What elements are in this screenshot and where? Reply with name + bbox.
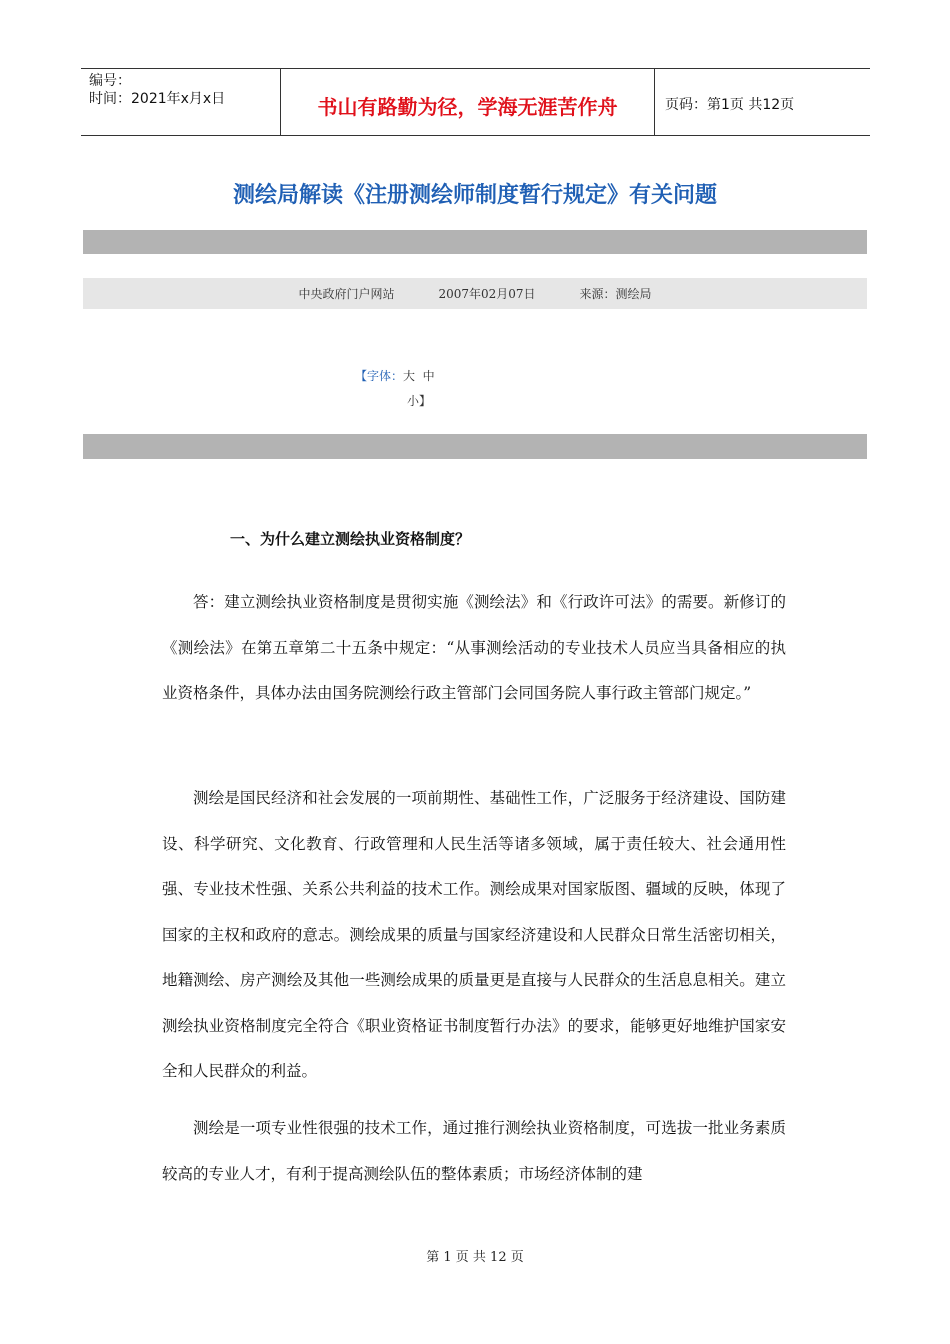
time-label: 时间：2021年x月x日 <box>89 91 226 107</box>
font-size-label: 【字体： <box>355 369 404 383</box>
document-header <box>81 68 870 136</box>
page-number-label: 页码：第1页 共12页 <box>665 97 795 113</box>
number-label: 编号： <box>89 73 131 89</box>
font-large-link[interactable]: 大 <box>403 369 416 383</box>
header-info-cell <box>81 69 281 135</box>
font-size-selector <box>355 364 435 414</box>
article-title: 测绘局解读《注册测绘师制度暂行规定》有关问题 <box>232 183 717 208</box>
section-heading: 一、为什么建立测绘执业资格制度？ <box>230 530 471 548</box>
page-footer: 第 1 页 共 12 页 <box>426 1250 524 1265</box>
divider-bar <box>83 434 867 459</box>
article-origin: 来源：测绘局 <box>579 287 652 301</box>
paragraph: 答：建立测绘执业资格制度是贯彻实施《测绘法》和《行政许可法》的需要。新修订的《测绘法》在第五章第二十五条中规定：“从事测绘活动的专业技术人员应当具备相应的执业资格条件，具体办法由国务院测绘行政主管部门会同国务院人事行政主管部门规定。” <box>162 593 786 702</box>
font-small-link[interactable]: 小】 <box>407 394 432 408</box>
font-medium-link[interactable]: 中 <box>422 369 435 383</box>
motto: 书山有路勤为径，学海无涯苦作舟 <box>281 69 655 135</box>
paragraph: 测绘是一项专业性很强的技术工作，通过推行测绘执业资格制度，可选拔一批业务素质较高的专业人才，有利于提高测绘队伍的整体素质；市场经济体制的建 <box>162 1119 786 1183</box>
publish-date: 2007年02月07日 <box>438 287 536 301</box>
article-meta <box>83 278 867 309</box>
divider-bar <box>83 230 867 254</box>
paragraph: 测绘是国民经济和社会发展的一项前期性、基础性工作，广泛服务于经济建设、国防建设、科学研究、文化教育、行政管理和人民生活等诸多领域，属于责任较大、社会通用性强、专业技术性强、关系公共利益的技术工作。测绘成果对国家版图、疆域的反映，体现了国家的主权和政府的意志。测绘成果的质量与国家经济建设和人民群众日常生活密切相关，地籍测绘、房产测绘及其他一些测绘成果的质量更是直接与人民群众的生活息息相关。建立测绘执业资格制度完全符合《职业资格证书制度暂行办法》的要求，能够更好地维护国家安全和人民群众的利益。 <box>162 789 786 1080</box>
source-site: 中央政府门户网站 <box>298 287 395 301</box>
